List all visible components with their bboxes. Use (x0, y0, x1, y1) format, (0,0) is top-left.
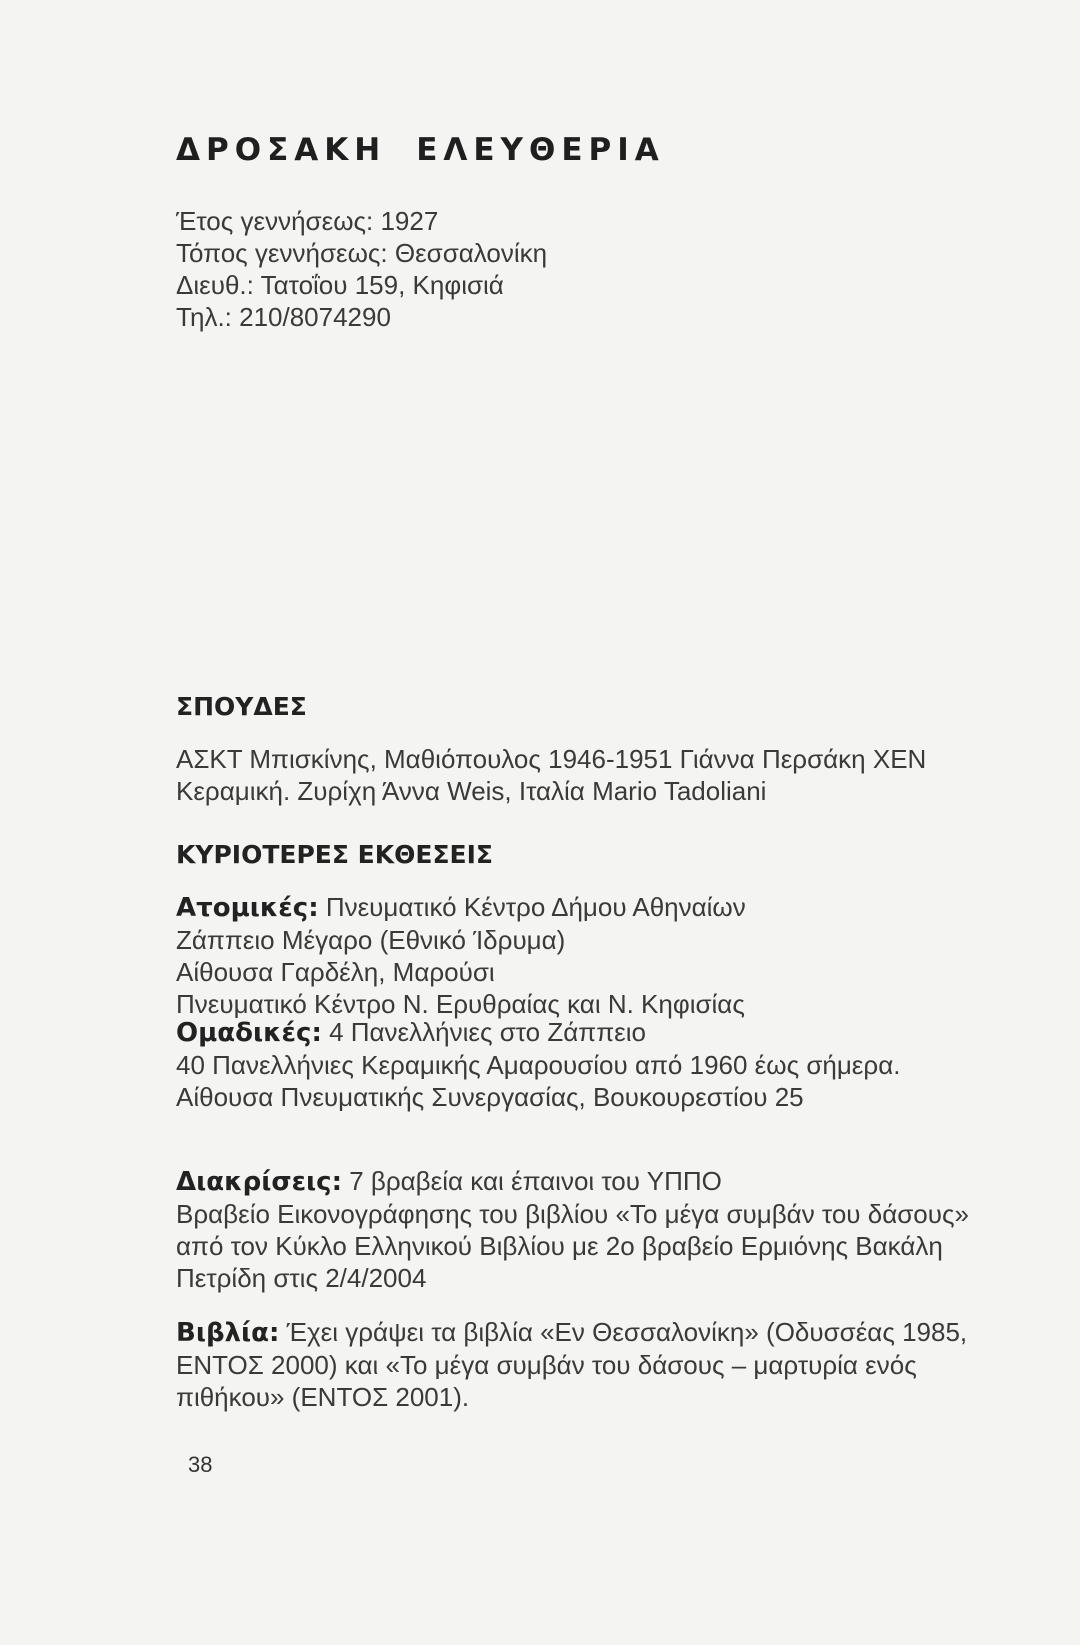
awards-label: Διακρίσεις: (176, 1167, 342, 1197)
studies-heading: ΣΠΟΥΔΕΣ (176, 692, 307, 721)
books-line: ΕΝΤΟΣ 2000) και «Το μέγα συμβάν του δάσους – μαρτυρία ενός (176, 1350, 917, 1380)
solo-label: Ατομικές: (176, 893, 319, 923)
solo-line: Ζάππειο Μέγαρο (Εθνικό Ίδρυμα) (176, 925, 566, 955)
books-line (176, 1316, 1016, 1349)
books-label: Βιβλία: (176, 1318, 280, 1348)
artist-name (176, 132, 665, 168)
group-line: Αίθουσα Πνευματικής Συνεργασίας, Βουκουρεστίου 25 (176, 1082, 804, 1112)
awards (176, 1165, 1016, 1294)
books (176, 1316, 1016, 1413)
solo-line (176, 891, 1016, 924)
books-text: Έχει γράψει τα βιβλία «Εν Θεσσαλονίκη» (Οδυσσέας 1985, (279, 1317, 968, 1347)
books-line: πιθήκου» (ΕΝΤΟΣ 2001). (176, 1382, 470, 1412)
group-line (176, 1016, 1016, 1049)
group-exhibitions (176, 1016, 1016, 1113)
awards-line: από τον Κύκλο Ελληνικού Βιβλίου με 2ο βραβείο Ερμιόνης Βακάλη (176, 1231, 943, 1261)
studies-line: Κεραμική. Ζυρίχη Άννα Weis, Ιταλία Mario Tadoliani (176, 776, 767, 806)
exhibitions-heading: ΚΥΡΙΟΤΕΡΕΣ ΕΚΘΕΣΕΙΣ (176, 840, 493, 869)
bio-block (176, 205, 547, 333)
awards-text: 7 βραβεία και έπαινοι του ΥΠΠΟ (342, 1166, 722, 1196)
artist-firstname: ΕΛΕΥΘΕΡΙΑ (416, 132, 665, 168)
solo-line: Πνευματικό Κέντρο Ν. Ερυθραίας και Ν. Κηφισίας (176, 989, 745, 1019)
artist-surname: ΔΡΟΣΑΚΗ (176, 132, 387, 168)
group-text: 4 Πανελλήνιες στο Ζάππειο (321, 1017, 646, 1047)
awards-line: Πετρίδη στις 2/4/2004 (176, 1263, 427, 1293)
awards-line (176, 1165, 1016, 1198)
phone: Τηλ.: 210/8074290 (176, 302, 391, 332)
group-label: Ομαδικές: (176, 1018, 322, 1048)
studies-text (176, 743, 1016, 807)
birth-place: Τόπος γεννήσεως: Θεσσαλονίκη (176, 238, 548, 268)
studies-line: ΑΣΚΤ Μπισκίνης, Μαθιόπουλος 1946-1951 Γιάννα Περσάκη ΧΕΝ (176, 744, 927, 774)
solo-exhibitions (176, 891, 1016, 1020)
solo-line: Αίθουσα Γαρδέλη, Μαρούσι (176, 957, 495, 987)
awards-line: Βραβείο Εικονογράφησης του βιβλίου «Το μέγα συμβάν του δάσους» (176, 1199, 969, 1229)
solo-text: Πνευματικό Κέντρο Δήμου Αθηναίων (318, 892, 746, 922)
address: Διευθ.: Τατοΐου 159, Κηφισιά (176, 270, 504, 300)
group-line: 40 Πανελλήνιες Κεραμικής Αμαρουσίου από 1960 έως σήμερα. (176, 1050, 901, 1080)
page-number: 38 (188, 1452, 213, 1477)
birth-year: Έτος γεννήσεως: 1927 (176, 206, 439, 236)
